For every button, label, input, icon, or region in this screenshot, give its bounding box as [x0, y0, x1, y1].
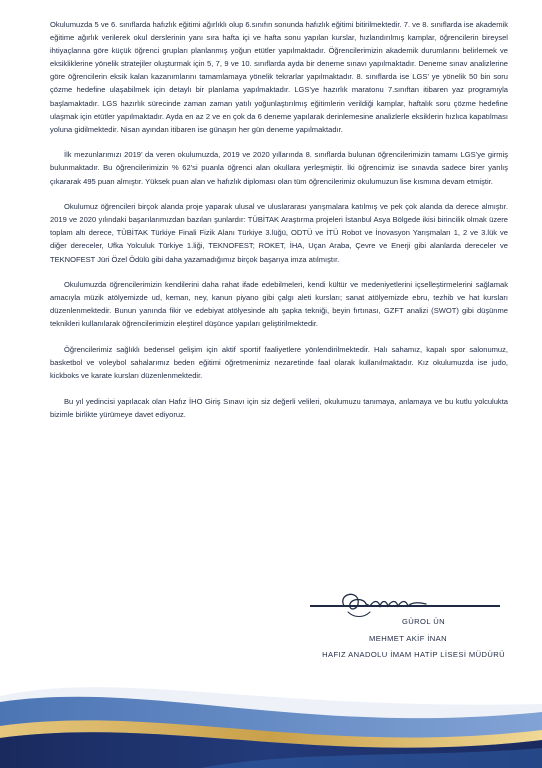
- paragraph-sports: Öğrencilerimiz sağlıklı bedensel gelişim için aktif sportif faaliyetlere yönlendirilmektedir. Halı sahamız, kapalı spor salonumuz, basketbol ve voleybol sahalarımız beden eğitimi öğretmenimiz nezaretinde faal olarak kullanılmaktadır. Kız okulumuzda ise judo, kickboks ve karate kursları düzenlenmektedir.: [50, 344, 508, 381]
- signatory-name-2: MEHMET AKİF İNAN: [369, 634, 447, 643]
- paragraph-project-achievements: Okulumuz öğrencileri birçok alanda proje yaparak ulusal ve uluslararası yarışmalara katılmış ve pek çok alanda da derece almıştır. 2019 ve 2020 yılındaki başarılarımızdan bazıları şunlardır: TÜBİTAK Araştırma projeleri İstanbul Asya Bölgede ikisi birincilik olmak üzere toplam altı derece, TÜBİTAK Türkiye Finali Fizik Alanı Türkiye 3.lüğü, ODTÜ ve İTÜ Robot ve İnovasyon Yarışmaları 1, 2 ve 3.lük ve diğer dereceler, Ufka Yolculuk Türkiye 1.liği, TEKNOFEST; ROKET, İHA, Uçan Araba, Çevre ve Enerji gibi alanlarda dereceler ve TEKNOFEST Jüri Özel Ödülü gibi daha yazamadığımız birçok başarıya imza atılmıştır.: [50, 202, 508, 264]
- signatory-title: HAFIZ ANADOLU İMAM HATİP LİSESİ MÜDÜRÜ: [322, 650, 505, 659]
- paragraph-arts-workshops: Okulumuzda öğrencilerimizin kendilerini daha rahat ifade edebilmeleri, kendi kültür ve medeniyetlerini içselleştirmelerini sağlamak amacıyla müzik atölyemizde ud, keman, ney, kanun piyano gibi çalgı aleti kursları; sanat atölyemizde ebru, tezhib ve hat kursları düzenlenmektedir. Bunun yanında fikir ve edebiyat atölyesinde altı şapka tekniği, beyin fırtınası, GZFT analizi (SWOT) gibi düşünme teknikleri kullanılarak öğrencilerimizin eleştirel düşünce yapıları geliştirilmektedir.: [50, 280, 508, 329]
- paragraph-invitation: Bu yıl yedincisi yapılacak olan Hafız İHO Giriş Sınavı için siz değerli velileri, okulumuzu tanımaya, anlamaya ve bu kutlu yolculukta bizimle birlikte yürümeye davet ediyoruz.: [50, 396, 508, 419]
- letter-body: [50, 18, 508, 433]
- paragraph-lgs-results: İlk mezunlarımızı 2019’ da veren okulumuzda, 2019 ve 2020 yıllarında 8. sınıflarda bulunan öğrencilerimizin tamamı LGS’ye girmiş bulunmaktadır. Bu öğrencilerimizin % 62’si puanla öğrenci alan okullara yerleşmiştir. İki öğrencimiz ise sınavda sadece birer yanlış çıkararak 495 puan almıştır. Yüksek puan alan ve hafızlık diploması olan tüm öğrencilerimiz okulumuzun lise kısmına devam etmiştir.: [50, 150, 508, 186]
- signatory-name-1: GÜROL ÜN: [401, 617, 445, 626]
- footer-wave-decoration: [0, 640, 542, 768]
- paragraph-education-program: Okulumuzda 5 ve 6. sınıflarda hafızlık eğitimi ağırlıklı olup 6.sınıfın sonunda hafızlık eğitimi bitirilmektedir. 7. ve 8. sınıflarda ise akademik eğitime ağırlık verilerek okul derslerinin yanı sıra hafta içi ve hafta sonu yapılan kurslar, hızlandırılmış kamplar, öğrencilerin bireysel ihtiyaçlarına göre küçük öğrenci grupları planlanmış yoğun etütler yapılmaktadır. Öğrencilerimizin akademik durumlarını belirlemek ve eksikliklerine yönelik stratejiler oluşturmak için 5, 7, 9 ve 10. sınıflarda ayda bir deneme sınavı yapılmaktadır. Deneme sınav analizlerine göre öğrencilerin eksik kalan kazanımlarını tamamlamaya yönelik tekrarlar yapılmaktadır. 8. sınıflarda ise LGS’ ye yönelik 50 bin soru çözme hedefine ulaşabilmek için detaylı bir planlama yapılmaktadır. LGS’ye hazırlık maratonu 7.sınıftan itibaren yaz programıyla başlamaktadır. LGS hazırlık sürecinde zaman zaman yatılı yoğunlaştırılmış eğitimlerin verildiği kamplar, haftalık soru çözme hedefine ulaşmak için etütler yapılmaktadır. Ayda en az 2 ve en çok da 6 deneme yapılarak derinlemesine analizlerle eksiklerin hızlıca kapatılması yoluna gidilmektedir. Nisan ayından itibaren ise günaşırı her gün deneme yapılmaktadır.: [50, 20, 508, 134]
- signature-underline: [310, 605, 500, 607]
